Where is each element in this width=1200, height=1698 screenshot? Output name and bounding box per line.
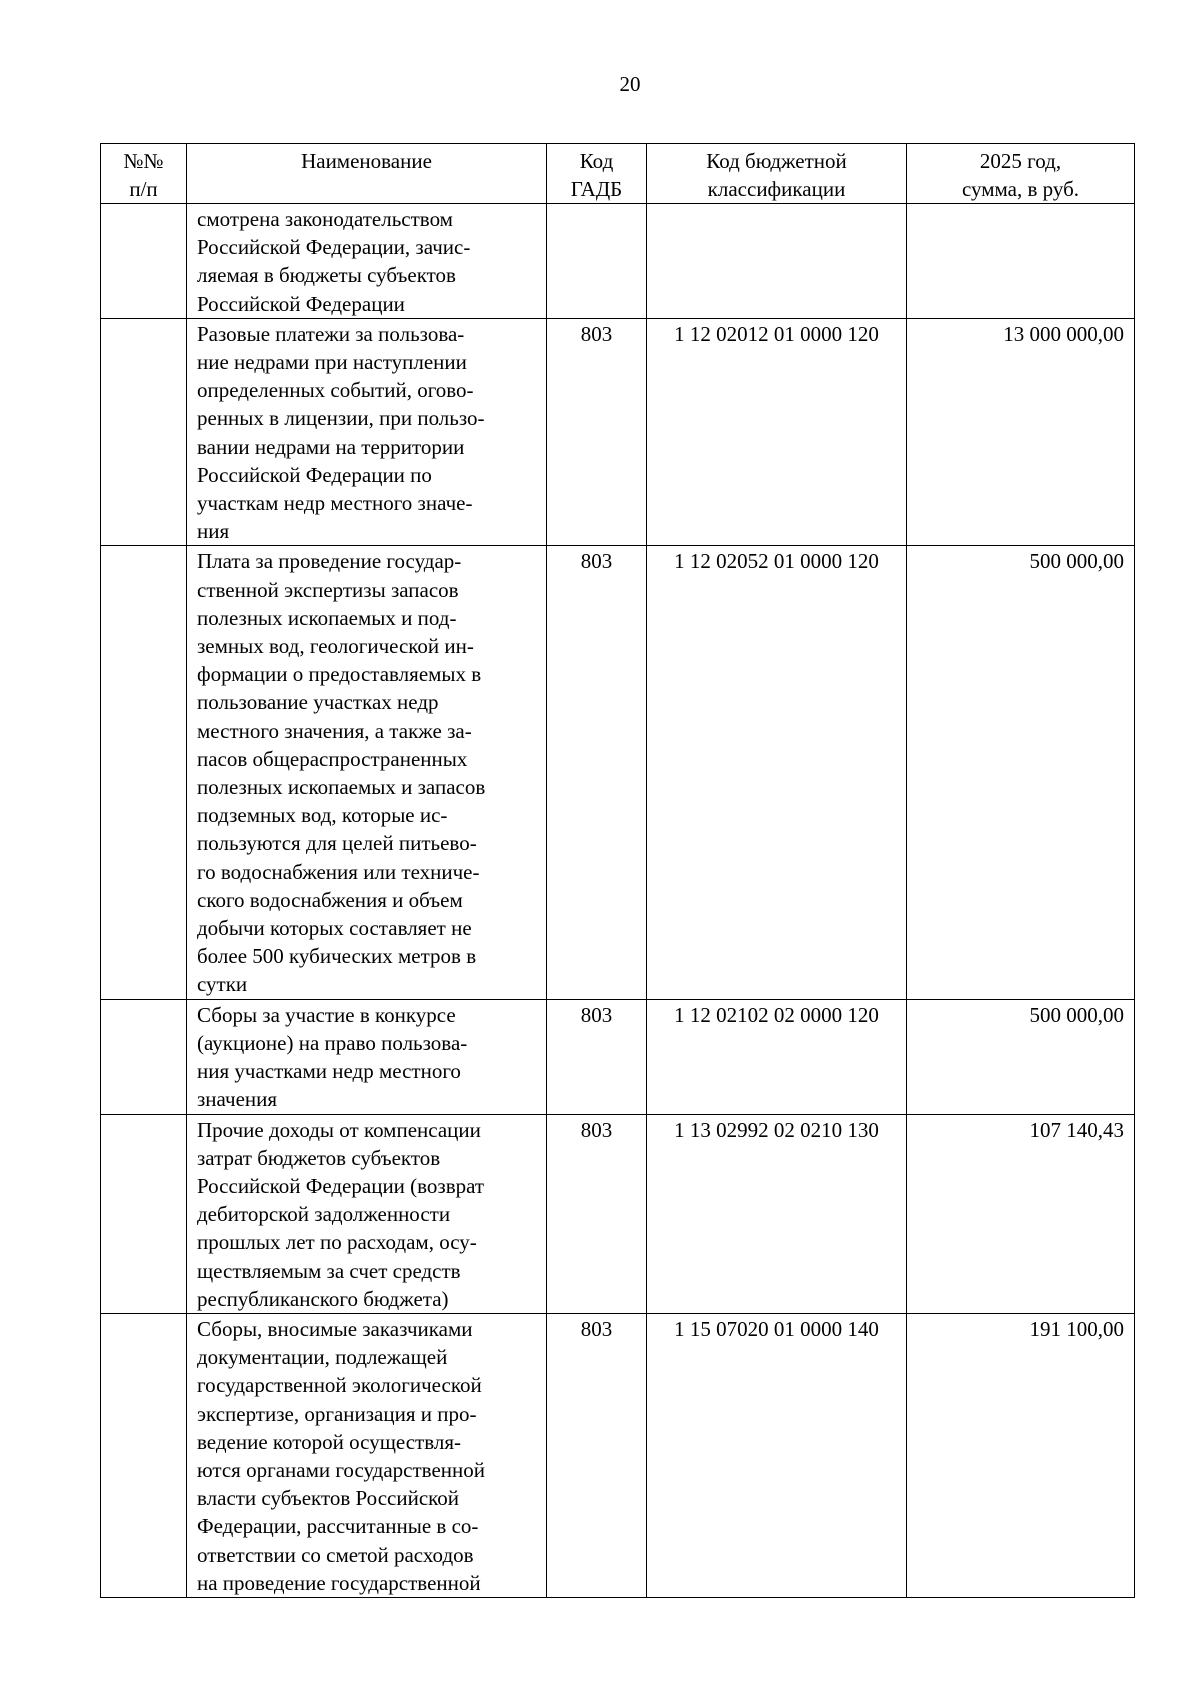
name-line: Разовые платежи за пользова- — [197, 321, 465, 346]
name-line: определенных событий, огово- — [197, 378, 474, 403]
name-line: ществляемым за счет средств — [197, 1258, 461, 1283]
name-line: ляемая в бюджеты субъектов — [197, 263, 456, 288]
name-line: ния — [197, 519, 230, 544]
table-row — [101, 1313, 1135, 1597]
header-budget-code — [647, 144, 907, 204]
name-line: ния участками недр местного — [197, 1059, 461, 1084]
cell-name — [187, 546, 547, 999]
cell-amount: 500 000,00 — [907, 546, 1135, 999]
header-name — [187, 144, 547, 204]
header-line: Код — [579, 149, 614, 173]
table-header — [101, 144, 1135, 204]
name-line: государственной экологической — [197, 1373, 482, 1398]
table-header-row — [101, 144, 1135, 204]
cell-budget-code: 1 13 02992 02 0210 130 — [647, 1114, 907, 1313]
cell-gadb-code — [547, 204, 647, 319]
name-line: (аукционе) на право пользова- — [197, 1030, 468, 1055]
header-line: классификации — [707, 177, 846, 201]
header-line: ГАДБ — [570, 177, 623, 201]
header-gadb-code — [547, 144, 647, 204]
header-line: №№ — [123, 149, 164, 173]
name-line: ответствии со сметой расходов — [197, 1542, 474, 1567]
name-line: экспертизе, организация и про- — [197, 1401, 477, 1426]
name-line: Российской Федерации (возврат — [197, 1173, 485, 1198]
table-body — [101, 204, 1135, 1598]
name-line: на проведение государственной — [197, 1570, 481, 1595]
cell-amount: 13 000 000,00 — [907, 318, 1135, 546]
name-line: подземных вод, которые ис- — [197, 803, 448, 828]
cell-amount — [907, 204, 1135, 319]
name-line: Российской Федерации по — [197, 462, 432, 487]
cell-budget-code — [647, 204, 907, 319]
header-line: п/п — [129, 177, 158, 201]
cell-name — [187, 1313, 547, 1597]
name-line: Плата за проведение государ- — [197, 549, 462, 574]
cell-name — [187, 1114, 547, 1313]
cell-gadb-code: 803 — [547, 318, 647, 546]
name-line: прошлых лет по расходам, осу- — [197, 1230, 477, 1255]
cell-name — [187, 318, 547, 546]
table-row — [101, 1114, 1135, 1313]
name-line: земных вод, геологической ин- — [197, 634, 474, 659]
name-line: формации о предоставляемых в — [197, 662, 482, 687]
name-line: смотрена законодательством — [197, 207, 453, 231]
name-line: го водоснабжения или техниче- — [197, 859, 480, 884]
table-row — [101, 204, 1135, 319]
header-line: сумма, в руб. — [961, 177, 1080, 201]
cell-amount: 500 000,00 — [907, 999, 1135, 1114]
cell-number — [101, 546, 187, 999]
cell-budget-code: 1 12 02052 01 0000 120 — [647, 546, 907, 999]
name-line: ренных в лицензии, при пользо- — [197, 406, 485, 431]
cell-number — [101, 1114, 187, 1313]
cell-name — [187, 204, 547, 319]
name-line: вании недрами на территории — [197, 434, 465, 459]
name-line: документации, подлежащей — [197, 1345, 448, 1370]
name-line: более 500 кубических метров в — [197, 944, 477, 969]
cell-name — [187, 999, 547, 1114]
name-line: ведение которой осуществля- — [197, 1429, 461, 1454]
header-line: Наименование — [301, 149, 432, 173]
name-line: значения — [197, 1087, 278, 1112]
header-amount-2025 — [907, 144, 1135, 204]
page-number: 20 — [619, 72, 641, 96]
name-line: пользуются для целей питьево- — [197, 831, 477, 856]
cell-gadb-code: 803 — [547, 546, 647, 999]
name-line: Федерации, рассчитанные в со- — [197, 1514, 479, 1539]
name-line: полезных ископаемых и запасов — [197, 775, 486, 800]
cell-gadb-code: 803 — [547, 1313, 647, 1597]
cell-amount: 191 100,00 — [907, 1313, 1135, 1597]
cell-amount: 107 140,43 — [907, 1114, 1135, 1313]
name-line: ние недрами при наступлении — [197, 350, 467, 375]
cell-number — [101, 1313, 187, 1597]
table-row — [101, 546, 1135, 999]
name-line: Прочие доходы от компенсации — [197, 1117, 481, 1142]
name-line: затрат бюджетов субъектов — [197, 1145, 441, 1170]
name-line: ского водоснабжения и объем — [197, 887, 463, 912]
cell-budget-code: 1 12 02012 01 0000 120 — [647, 318, 907, 546]
name-line: Российской Федерации, зачис- — [197, 235, 471, 260]
name-line: ственной экспертизы запасов — [197, 577, 459, 602]
name-line: Российской Федерации — [197, 291, 405, 316]
name-line: добычи которых составляет не — [197, 916, 472, 941]
name-line: местного значения, а также за- — [197, 718, 472, 743]
name-line: власти субъектов Российской — [197, 1486, 460, 1511]
name-line: ются органами государственной — [197, 1457, 486, 1482]
cell-number — [101, 204, 187, 319]
name-line: пасов общераспространенных — [197, 746, 468, 771]
cell-gadb-code: 803 — [547, 1114, 647, 1313]
name-line: Сборы, вносимые заказчиками — [197, 1316, 473, 1341]
cell-gadb-code: 803 — [547, 999, 647, 1114]
name-line: сутки — [197, 972, 248, 997]
name-line: дебиторской задолженности — [197, 1202, 451, 1227]
table-row — [101, 999, 1135, 1114]
name-line: пользование участках недр — [197, 690, 439, 715]
header-line: Код бюджетной — [706, 149, 847, 173]
name-line: полезных ископаемых и под- — [197, 605, 457, 630]
name-line: республиканского бюджета) — [197, 1286, 449, 1311]
header-number — [101, 144, 187, 204]
cell-number — [101, 999, 187, 1114]
cell-number — [101, 318, 187, 546]
cell-budget-code: 1 12 02102 02 0000 120 — [647, 999, 907, 1114]
cell-budget-code: 1 15 07020 01 0000 140 — [647, 1313, 907, 1597]
budget-revenue-table — [100, 143, 1135, 1598]
name-line: участкам недр местного значе- — [197, 491, 473, 516]
table-row — [101, 318, 1135, 546]
name-line: Сборы за участие в конкурсе — [197, 1002, 456, 1027]
header-line: 2025 год, — [979, 149, 1062, 173]
